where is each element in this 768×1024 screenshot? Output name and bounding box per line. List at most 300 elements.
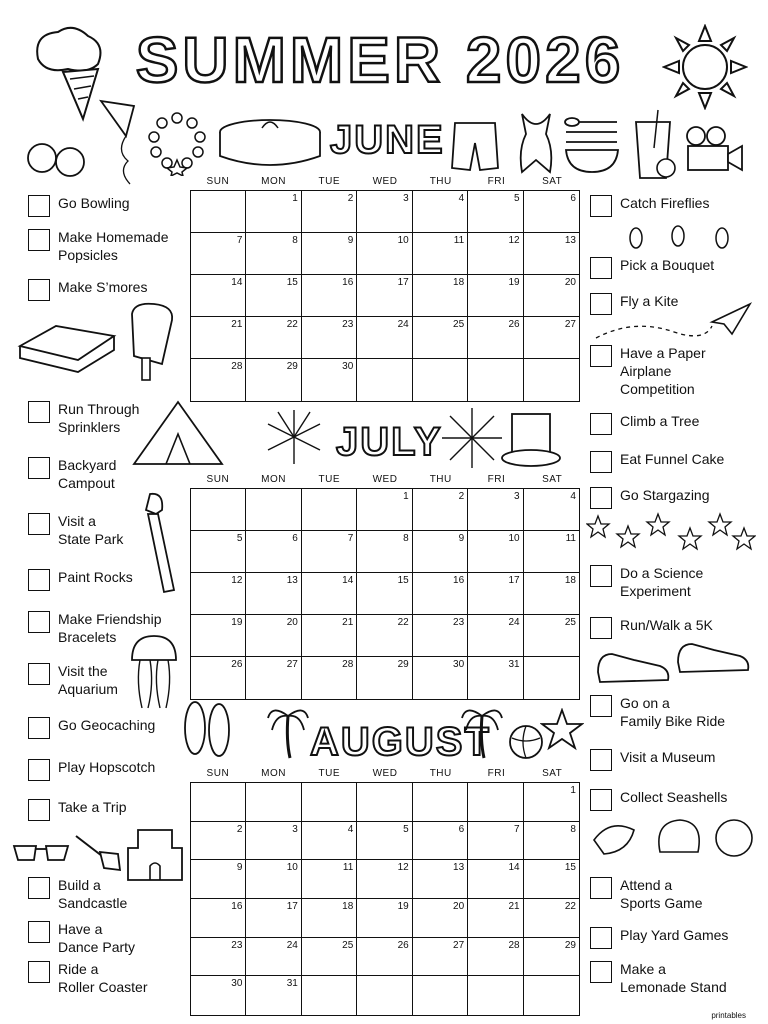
- calendar-day-cell[interactable]: [468, 615, 523, 657]
- activity-label: Run Through Sprinklers: [58, 401, 140, 435]
- activity-label: Build a Sandcastle: [58, 877, 128, 911]
- calendar-day-cell[interactable]: [246, 317, 301, 359]
- calendar-day-cell[interactable]: [524, 938, 579, 977]
- weekday-label: SUN: [206, 474, 230, 485]
- paintbrush-icon: [134, 490, 180, 594]
- calendar-day-cell[interactable]: [191, 191, 246, 233]
- day-number: 16: [342, 277, 354, 288]
- calendar-day-cell[interactable]: [357, 489, 412, 531]
- calendar-day-cell[interactable]: [524, 899, 579, 938]
- calendar-day-cell[interactable]: [524, 822, 579, 861]
- day-number: 9: [458, 533, 465, 544]
- calendar-day-cell[interactable]: [191, 489, 246, 531]
- calendar-day-cell[interactable]: [413, 359, 468, 401]
- day-number: 26: [508, 319, 520, 330]
- fireflies-icon: [618, 220, 748, 252]
- calendar-day-cell[interactable]: [357, 938, 412, 977]
- day-number: 26: [231, 659, 243, 670]
- calendar-day-cell[interactable]: [246, 615, 301, 657]
- calendar-grid-july: [190, 488, 580, 700]
- day-number: 8: [403, 533, 409, 544]
- activity-label: Make Friendship Bracelets: [58, 611, 162, 645]
- calendar-day-cell[interactable]: [191, 233, 246, 275]
- shovel-icon: [72, 830, 124, 874]
- calendar-day-cell[interactable]: [191, 899, 246, 938]
- day-number: 6: [292, 533, 298, 544]
- day-number: 27: [564, 319, 576, 330]
- calendar-day-cell[interactable]: [302, 531, 357, 573]
- day-number: 12: [397, 862, 409, 874]
- day-number: 14: [231, 277, 243, 288]
- day-number: 20: [564, 277, 576, 288]
- flipflops-icon: [182, 700, 232, 758]
- calendar-day-cell[interactable]: [357, 899, 412, 938]
- tent-icon: [130, 398, 226, 468]
- calendar-day-cell[interactable]: [468, 531, 523, 573]
- calendar-day-cell[interactable]: [524, 976, 579, 1015]
- calendar-day-cell[interactable]: [246, 783, 301, 822]
- day-number: 1: [570, 785, 576, 796]
- calendar-day-cell[interactable]: [357, 191, 412, 233]
- day-number: 2: [458, 491, 465, 502]
- calendar-day-cell[interactable]: [468, 489, 523, 531]
- day-number: 18: [453, 277, 465, 288]
- calendar-day-cell[interactable]: [524, 657, 579, 699]
- calendar-day-cell[interactable]: [246, 976, 301, 1015]
- popsicle-icon: [124, 300, 178, 386]
- weekday-label: THU: [429, 176, 452, 187]
- day-number: 15: [286, 277, 298, 288]
- activity-label: Go Stargazing: [620, 487, 710, 503]
- day-number: 7: [514, 823, 520, 835]
- calendar-day-cell[interactable]: [302, 976, 357, 1015]
- calendar-day-cell[interactable]: [357, 275, 412, 317]
- calendar-day-cell[interactable]: [413, 976, 468, 1015]
- weekday-header-july: [190, 474, 580, 485]
- day-number: 5: [403, 823, 409, 835]
- calendar-day-cell[interactable]: [246, 191, 301, 233]
- activity-label: Make Homemade Popsicles: [58, 229, 169, 263]
- weekday-label: FRI: [487, 176, 506, 187]
- calendar-day-cell[interactable]: [302, 359, 357, 401]
- day-number: 23: [453, 617, 465, 628]
- day-number: 29: [397, 659, 409, 670]
- activity-label: Do a Science Experiment: [620, 565, 704, 599]
- utensils-icon: [562, 116, 622, 174]
- calendar-day-cell[interactable]: [413, 899, 468, 938]
- calendar-day-cell[interactable]: [302, 783, 357, 822]
- activity-checkbox[interactable]: [590, 413, 612, 435]
- calendar-day-cell[interactable]: [413, 657, 468, 699]
- calendar-day-cell[interactable]: [191, 938, 246, 977]
- shorts-icon: [450, 118, 500, 174]
- activity-checkbox[interactable]: [590, 451, 612, 473]
- day-number: 19: [508, 277, 520, 288]
- calendar-grid-june: [190, 190, 580, 402]
- brand-logo: printables: [711, 1011, 746, 1020]
- calendar-day-cell[interactable]: [191, 822, 246, 861]
- kite-icon: [96, 96, 138, 188]
- activity-checkbox[interactable]: [28, 229, 50, 251]
- calendar-day-cell[interactable]: [468, 359, 523, 401]
- day-number: 20: [286, 617, 298, 628]
- calendar-day-cell[interactable]: [413, 275, 468, 317]
- day-number: 21: [342, 617, 354, 628]
- calendar-day-cell[interactable]: [413, 191, 468, 233]
- day-number: 5: [236, 533, 243, 544]
- day-number: 3: [292, 823, 298, 835]
- calendar-day-cell[interactable]: [468, 275, 523, 317]
- activity-checkbox[interactable]: [590, 565, 612, 587]
- activity-checkbox[interactable]: [28, 663, 50, 685]
- day-number: 18: [564, 575, 576, 586]
- palm-tree-right-icon: [460, 700, 504, 760]
- calendar-day-cell[interactable]: [191, 359, 246, 401]
- day-number: 31: [508, 659, 520, 670]
- weekday-label: TUE: [318, 474, 341, 485]
- activity-label: Climb a Tree: [620, 413, 700, 429]
- calendar-grid-august: [190, 782, 580, 1016]
- activity-checkbox[interactable]: [590, 789, 612, 811]
- calendar-day-cell[interactable]: [357, 359, 412, 401]
- calendar-day-cell[interactable]: [302, 822, 357, 861]
- calendar-day-cell[interactable]: [191, 317, 246, 359]
- day-number: 23: [231, 939, 243, 951]
- day-number: 11: [342, 862, 354, 874]
- day-number: 7: [236, 235, 243, 246]
- activity-label: Pick a Bouquet: [620, 257, 715, 273]
- activity-label: Play Yard Games: [620, 927, 729, 943]
- day-number: 28: [231, 361, 243, 372]
- beach-ball-icon: [508, 724, 544, 760]
- day-number: 11: [565, 533, 576, 544]
- day-number: 12: [231, 575, 243, 586]
- day-number: 29: [564, 939, 576, 951]
- day-number: 29: [286, 361, 298, 372]
- calendar-day-cell[interactable]: [413, 573, 468, 615]
- activity-checkbox[interactable]: [28, 611, 50, 633]
- activity-label: Make a Lemonade Stand: [620, 961, 727, 995]
- activity-checkbox[interactable]: [28, 457, 50, 479]
- calendar-day-cell[interactable]: [357, 783, 412, 822]
- day-number: 19: [231, 617, 243, 628]
- calendar-day-cell[interactable]: [524, 317, 579, 359]
- day-number: 21: [508, 901, 520, 912]
- calendar-day-cell[interactable]: [524, 615, 579, 657]
- weekday-label: SAT: [542, 768, 563, 779]
- calendar-day-cell[interactable]: [191, 531, 246, 573]
- activity-label: Paint Rocks: [58, 569, 133, 585]
- activity-label: Go Geocaching: [58, 717, 156, 733]
- day-number: 16: [231, 901, 243, 912]
- day-number: 19: [397, 901, 409, 912]
- calendar-day-cell[interactable]: [413, 783, 468, 822]
- weekday-label: WED: [372, 474, 398, 485]
- activity-label: Go on a Family Bike Ride: [620, 695, 726, 729]
- weekday-label: TUE: [318, 768, 341, 779]
- activity-label: Run/Walk a 5K: [620, 617, 713, 633]
- activity-label: Play Hopscotch: [58, 759, 156, 775]
- calendar-day-cell[interactable]: [468, 191, 523, 233]
- day-number: 25: [342, 939, 354, 951]
- day-number: 6: [570, 193, 576, 204]
- fireworks-icon: [260, 406, 328, 468]
- calendar-day-cell[interactable]: [468, 822, 523, 861]
- pool-icon: [216, 114, 324, 170]
- calendar-day-cell[interactable]: [246, 275, 301, 317]
- day-number: 13: [564, 235, 576, 246]
- firework-burst-icon: [440, 406, 504, 470]
- activity-label: Make S’mores: [58, 279, 148, 295]
- calendar-day-cell[interactable]: [357, 233, 412, 275]
- activity-checkbox[interactable]: [590, 877, 612, 899]
- activity-checkbox[interactable]: [28, 569, 50, 591]
- activity-label: Catch Fireflies: [620, 195, 710, 211]
- day-number: 10: [397, 235, 409, 246]
- calendar-day-cell[interactable]: [468, 783, 523, 822]
- calendar-day-cell[interactable]: [302, 615, 357, 657]
- swimsuit-icon: [514, 110, 558, 176]
- activity-label: Backyard Campout: [58, 457, 117, 491]
- calendar-day-cell[interactable]: [524, 359, 579, 401]
- month-title-july: JULY: [336, 420, 443, 464]
- calendar-day-cell[interactable]: [524, 573, 579, 615]
- activity-checkbox[interactable]: [590, 195, 612, 217]
- activity-label: Visit a Museum: [620, 749, 716, 765]
- stars-icon: [586, 508, 756, 558]
- day-number: 11: [453, 235, 465, 246]
- weekday-label: SAT: [542, 176, 563, 187]
- weekday-label: TUE: [318, 176, 341, 187]
- activity-label: Eat Funnel Cake: [620, 451, 725, 467]
- calendar-day-cell[interactable]: [468, 899, 523, 938]
- day-number: 9: [347, 235, 354, 246]
- calendar-day-cell[interactable]: [468, 976, 523, 1015]
- day-number: 26: [397, 939, 409, 951]
- weekday-label: MON: [261, 176, 286, 187]
- calendar-day-cell[interactable]: [524, 860, 579, 899]
- day-number: 4: [570, 491, 576, 502]
- day-number: 24: [286, 939, 298, 951]
- activity-label: Collect Seashells: [620, 789, 728, 805]
- calendar-day-cell[interactable]: [524, 489, 579, 531]
- activity-checkbox[interactable]: [590, 927, 612, 949]
- calendar-day-cell[interactable]: [302, 938, 357, 977]
- calendar-day-cell[interactable]: [468, 573, 523, 615]
- weekday-label: THU: [429, 474, 452, 485]
- day-number: 4: [347, 823, 354, 835]
- day-number: 8: [292, 235, 298, 246]
- calendar-day-cell[interactable]: [302, 860, 357, 899]
- calendar-day-cell[interactable]: [468, 657, 523, 699]
- calendar-day-cell[interactable]: [413, 531, 468, 573]
- activity-checkbox[interactable]: [590, 487, 612, 509]
- calendar-day-cell[interactable]: [302, 275, 357, 317]
- calendar-day-cell[interactable]: [357, 317, 412, 359]
- calendar-day-cell[interactable]: [191, 783, 246, 822]
- calendar-day-cell[interactable]: [524, 531, 579, 573]
- calendar-day-cell[interactable]: [413, 489, 468, 531]
- bracelet-icon: [146, 110, 208, 176]
- activity-checkbox[interactable]: [590, 695, 612, 717]
- calendar-day-cell[interactable]: [413, 317, 468, 359]
- activity-checkbox[interactable]: [590, 961, 612, 983]
- activity-checkbox[interactable]: [28, 401, 50, 423]
- calendar-day-cell[interactable]: [246, 860, 301, 899]
- day-number: 6: [458, 823, 465, 835]
- day-number: 12: [508, 235, 520, 246]
- activity-label: Fly a Kite: [620, 293, 679, 309]
- calendar-day-cell[interactable]: [357, 657, 412, 699]
- weekday-header-june: [190, 176, 580, 187]
- day-number: 18: [342, 901, 354, 912]
- calendar-day-cell[interactable]: [524, 783, 579, 822]
- calendar-day-cell[interactable]: [468, 233, 523, 275]
- activity-checkbox[interactable]: [28, 717, 50, 739]
- sandcastle-icon: [124, 820, 186, 882]
- activity-checkbox[interactable]: [28, 961, 50, 983]
- calendar-day-cell[interactable]: [302, 489, 357, 531]
- calendar-day-cell[interactable]: [524, 233, 579, 275]
- day-number: 10: [286, 862, 298, 874]
- balls-icon: [22, 128, 90, 184]
- day-number: 28: [342, 659, 354, 670]
- day-number: 15: [397, 575, 409, 586]
- day-number: 31: [286, 978, 298, 990]
- activity-checkbox[interactable]: [28, 921, 50, 943]
- activity-checkbox[interactable]: [590, 345, 612, 367]
- day-number: 17: [397, 277, 409, 288]
- weekday-header-august: [190, 768, 580, 779]
- day-number: 13: [453, 862, 465, 874]
- calendar-day-cell[interactable]: [413, 938, 468, 977]
- calendar-day-cell[interactable]: [246, 899, 301, 938]
- day-number: 20: [453, 901, 465, 912]
- activity-checkbox[interactable]: [28, 877, 50, 899]
- calendar-day-cell[interactable]: [246, 359, 301, 401]
- activity-checkbox[interactable]: [28, 759, 50, 781]
- day-number: 17: [508, 575, 520, 586]
- calendar-day-cell[interactable]: [524, 275, 579, 317]
- calendar-day-cell[interactable]: [191, 615, 246, 657]
- seashells-icon: [590, 812, 756, 860]
- calendar-day-cell[interactable]: [191, 657, 246, 699]
- calendar-day-cell[interactable]: [302, 191, 357, 233]
- activity-checkbox[interactable]: [28, 279, 50, 301]
- calendar-day-cell[interactable]: [246, 573, 301, 615]
- calendar-day-cell[interactable]: [524, 191, 579, 233]
- calendar-day-cell[interactable]: [246, 531, 301, 573]
- weekday-label: SAT: [542, 474, 563, 485]
- starfish-icon: [540, 708, 584, 752]
- calendar-day-cell[interactable]: [191, 976, 246, 1015]
- activity-checkbox[interactable]: [28, 799, 50, 821]
- weekday-label: MON: [261, 474, 286, 485]
- day-number: 23: [342, 319, 354, 330]
- calendar-day-cell[interactable]: [413, 615, 468, 657]
- day-number: 24: [397, 319, 409, 330]
- day-number: 10: [508, 533, 520, 544]
- day-number: 27: [453, 939, 465, 951]
- hat-icon: [500, 408, 562, 468]
- day-number: 22: [397, 617, 409, 628]
- calendar-day-cell[interactable]: [191, 275, 246, 317]
- calendar-day-cell[interactable]: [357, 976, 412, 1015]
- activity-checkbox[interactable]: [28, 513, 50, 535]
- weekday-label: WED: [372, 176, 398, 187]
- calendar-day-cell[interactable]: [246, 489, 301, 531]
- calendar-day-cell[interactable]: [246, 657, 301, 699]
- day-number: 8: [570, 823, 576, 835]
- day-number: 30: [342, 361, 354, 372]
- calendar-day-cell[interactable]: [413, 860, 468, 899]
- activity-checkbox[interactable]: [590, 257, 612, 279]
- day-number: 1: [292, 193, 298, 204]
- activity-checkbox[interactable]: [590, 617, 612, 639]
- activity-label: Ride a Roller Coaster: [58, 961, 148, 995]
- calendar-day-cell[interactable]: [246, 233, 301, 275]
- day-number: 13: [286, 575, 298, 586]
- calendar-day-cell[interactable]: [302, 657, 357, 699]
- day-number: 2: [236, 823, 243, 835]
- day-number: 28: [508, 939, 520, 951]
- calendar-day-cell[interactable]: [357, 615, 412, 657]
- day-number: 16: [453, 575, 465, 586]
- calendar-day-cell[interactable]: [357, 573, 412, 615]
- calendar-day-cell[interactable]: [357, 822, 412, 861]
- calendar-day-cell[interactable]: [413, 233, 468, 275]
- activity-checkbox[interactable]: [590, 749, 612, 771]
- weekday-label: SUN: [206, 768, 230, 779]
- sunglasses-icon: [12, 840, 70, 866]
- activity-label: Visit the Aquarium: [58, 663, 118, 697]
- calendar-day-cell[interactable]: [246, 822, 301, 861]
- activity-label: Have a Paper Airplane Competition: [620, 345, 706, 397]
- day-number: 5: [514, 193, 520, 204]
- sun-icon: [662, 24, 748, 110]
- sneakers-icon: [594, 636, 754, 688]
- calendar-day-cell[interactable]: [302, 317, 357, 359]
- calendar-day-cell[interactable]: [468, 317, 523, 359]
- day-number: 3: [403, 193, 409, 204]
- calendar-day-cell[interactable]: [302, 899, 357, 938]
- activity-label: Visit a State Park: [58, 513, 124, 547]
- day-number: 1: [403, 491, 409, 502]
- activity-label: Attend a Sports Game: [620, 877, 703, 911]
- weekday-label: THU: [429, 768, 452, 779]
- calendar-day-cell[interactable]: [357, 860, 412, 899]
- day-number: 30: [453, 659, 465, 670]
- calendar-day-cell[interactable]: [191, 573, 246, 615]
- calendar-day-cell[interactable]: [468, 938, 523, 977]
- calendar-day-cell[interactable]: [468, 860, 523, 899]
- calendar-day-cell[interactable]: [302, 573, 357, 615]
- day-number: 3: [514, 491, 520, 502]
- activity-checkbox[interactable]: [28, 195, 50, 217]
- activity-checkbox[interactable]: [590, 293, 612, 315]
- day-number: 24: [508, 617, 520, 628]
- day-number: 22: [286, 319, 298, 330]
- day-number: 14: [342, 575, 354, 586]
- calendar-day-cell[interactable]: [246, 938, 301, 977]
- weekday-label: WED: [372, 768, 398, 779]
- day-number: 2: [347, 193, 354, 204]
- day-number: 17: [286, 901, 298, 912]
- calendar-day-cell[interactable]: [357, 531, 412, 573]
- calendar-day-cell[interactable]: [191, 860, 246, 899]
- calendar-day-cell[interactable]: [302, 233, 357, 275]
- calendar-day-cell[interactable]: [413, 822, 468, 861]
